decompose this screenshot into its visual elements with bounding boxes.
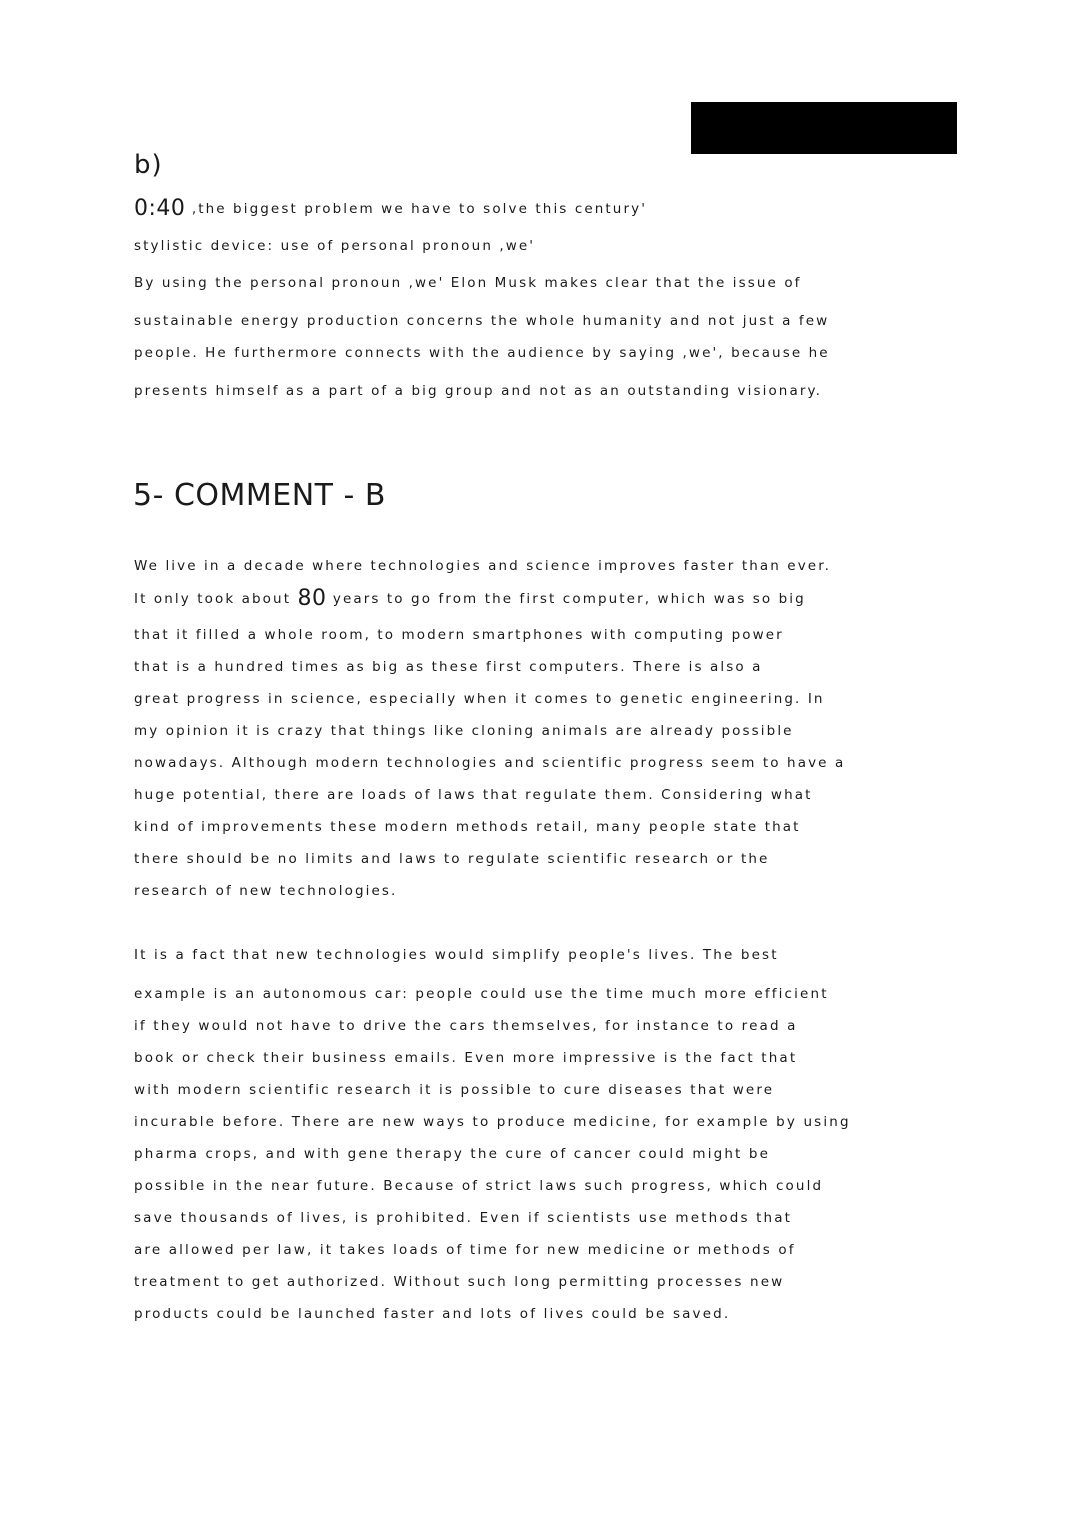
section-label: b)	[134, 150, 163, 180]
text-line: presents himself as a part of a big group and not as an outstanding visionary.	[134, 383, 823, 399]
timestamp: 0:40	[134, 196, 186, 221]
text-line: save thousands of lives, is prohibited. Even if scientists use methods that	[134, 1210, 793, 1226]
text-line: great progress in science, especially when it comes to genetic engineering. In	[134, 691, 825, 707]
text-segment: years to go from the first computer, which was so big	[326, 591, 806, 607]
text-line: there should be no limits and laws to regulate scientific research or the	[134, 851, 770, 867]
text-line: are allowed per law, it takes loads of time for new medicine or methods of	[134, 1242, 796, 1258]
text-line: with modern scientific research it is possible to cure diseases that were	[134, 1082, 775, 1098]
text-line: people. He furthermore connects with the audience by saying ,we', because he	[134, 345, 830, 361]
number-80: 80	[297, 586, 327, 611]
text-line: kind of improvements these modern methods retail, many people state that	[134, 819, 801, 835]
text-line: example is an autonomous car: people could use the time much more efficient	[134, 986, 829, 1002]
text-line: It is a fact that new technologies would simplify people's lives. The best	[134, 947, 779, 963]
text-line: pharma crops, and with gene therapy the cure of cancer could might be	[134, 1146, 771, 1162]
text-line: huge potential, there are loads of laws that regulate them. Considering what	[134, 787, 813, 803]
text-line: incurable before. There are new ways to produce medicine, for example by using	[134, 1114, 851, 1130]
text-line	[134, 586, 954, 611]
text-line: stylistic device: use of personal pronoun ,we'	[134, 238, 536, 254]
text-line: products could be launched faster and lots of lives could be saved.	[134, 1306, 731, 1322]
text-line: book or check their business emails. Even more impressive is the fact that	[134, 1050, 798, 1066]
text-line: treatment to get authorized. Without such long permitting processes new	[134, 1274, 785, 1290]
text-line: research of new technologies.	[134, 883, 398, 899]
text-segment: It only took about	[134, 591, 298, 607]
quote-line	[134, 196, 954, 221]
text-line: nowadays. Although modern technologies and scientific progress seem to have a	[134, 755, 846, 771]
text-line: that it filled a whole room, to modern smartphones with computing power	[134, 627, 784, 643]
quote-text: ,the biggest problem we have to solve this century'	[191, 201, 648, 217]
text-line: that is a hundred times as big as these first computers. There is also a	[134, 659, 763, 675]
text-line: sustainable energy production concerns the whole humanity and not just a few	[134, 313, 830, 329]
text-line: my opinion it is crazy that things like cloning animals are already possible	[134, 723, 794, 739]
comment-heading: 5- COMMENT - B	[133, 478, 386, 513]
text-line: We live in a decade where technologies and science improves faster than ever.	[134, 558, 831, 574]
text-line: if they would not have to drive the cars themselves, for instance to read a	[134, 1018, 798, 1034]
text-line: By using the personal pronoun ,we' Elon Musk makes clear that the issue of	[134, 275, 802, 291]
redaction-bar	[691, 102, 957, 154]
text-line: possible in the near future. Because of strict laws such progress, which could	[134, 1178, 824, 1194]
